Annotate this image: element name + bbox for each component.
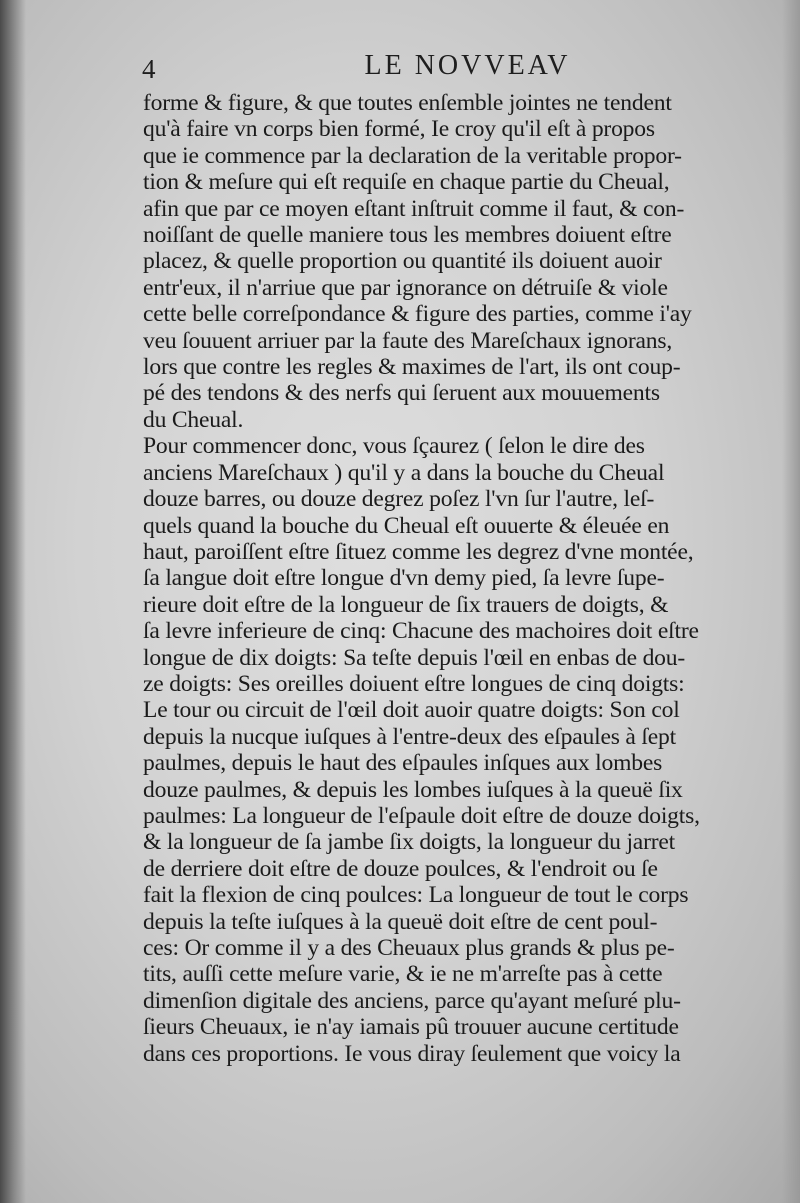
running-title: LE NOVVEAV bbox=[364, 50, 571, 81]
running-head bbox=[140, 48, 765, 88]
text-body bbox=[143, 90, 768, 1067]
paragraph-1: forme & figure, & que toutes enſemble jointes ne tendent qu'à faire vn corps bien formé, Ie croy qu'il eſt à propos que ie commence par la declaration de la veritable propor- tion & meſure qui eſt requiſe en chaque partie du Cheual, afin que par ce moyen eſtant inſtruit comme il faut, & con- noiſſant de quelle maniere tous les membres doiuent eſtre placez, & quelle proportion ou quantité ils doiuent auoir entr'eux, il n'arriue que par ignorance on détruiſe & viole cette belle correſpondance & figure des parties, comme i'ay veu ſouuent arriuer par la faute des Mareſchaux ignorans, lors que contre les regles & maximes de l'art, ils ont coup- pé des tendons & des nerfs qui ſeruent aux mouuements du Cheual. bbox=[143, 90, 692, 433]
paragraph-2: Pour commencer donc, vous ſçaurez ( ſelon le dire des anciens Mareſchaux ) qu'il y a dans la bouche du Cheual douze barres, ou douze degrez poſez l'vn ſur l'autre, leſ- quels quand la bouche du Cheual eſt ouuerte & éleuée en haut, paroiſſent eſtre ſituez comme les degrez d'vne montée, ſa langue doit eſtre longue d'vn demy pied, ſa levre ſupe- rieure doit eſtre de la longueur de ſix trauers de doigts, & ſa levre inferieure de cinq: Chacune des machoires doit eſtre longue de dix doigts: Sa teſte depuis l'œil en enbas de dou- ze doigts: Ses oreilles doiuent eſtre longues de cinq doigts: Le tour ou circuit de l'œil doit auoir quatre doigts: Son col depuis la nuсque iuſques à l'entre-deux des eſpaules à ſept paulmes, depuis le haut des eſpaules inſques aux lombes douze paulmes, & depuis les lombes iuſques à la queuë ſix paulmes: La longueur de l'eſpaule doit eſtre de douze doigts, & la longueur de ſa jambe ſix doigts, la longueur du jarret de derriere doit eſtre de douze poulces, & l'endroit ou ſe fait la flexion de cinq poulces: La longueur de tout le corps depuis la teſte iuſques à la queuë doit eſtre de cent poul- ces: Or comme il y a des Cheuaux plus grands & plus pe- tits, auſſi cette meſure varie, & ie ne m'arreſte pas à cette dimenſion digitale des anciens, parce qu'ayant meſuré plu- ſieurs Cheuaux, ie n'ay iamais pû trouuer aucune certitude dans ces proportions. Ie vous diray ſeulement que voicy la bbox=[143, 433, 700, 1067]
page-number: 4 bbox=[142, 54, 156, 84]
